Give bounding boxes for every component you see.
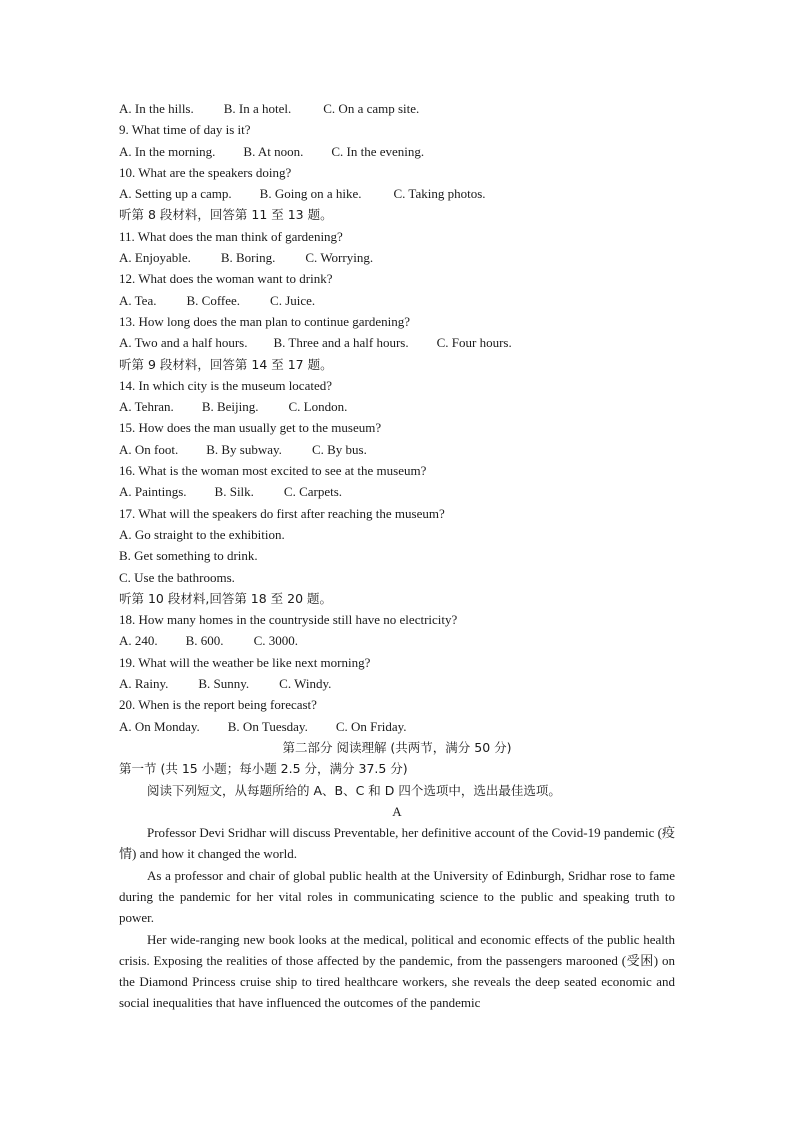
reading-instruction: 阅读下列短文，从每题所给的 A、B、C 和 D 四个选项中，选出最佳选项。 [147,782,561,798]
answer-option: B. Coffee. [186,292,241,308]
answer-options-row [119,98,675,119]
answer-option: A. On foot. [119,441,179,457]
answer-option: A. Tehran. [119,399,174,415]
answer-options-row [119,439,675,460]
answer-option: C. 3000. [253,633,298,649]
answer-options-row [119,247,675,268]
answer-option: A. Two and a half hours. [119,335,248,351]
answer-options-row [119,481,675,502]
answer-option: C. Juice. [270,292,316,308]
answer-option: B. On Tuesday. [227,718,308,734]
answer-option: B. Silk. [214,484,254,500]
question-line: 10. What are the speakers doing? [119,164,292,180]
answer-option: B. Going on a hike. [259,186,362,202]
answer-option: A. Tea. [119,292,157,308]
answer-options-row [119,290,675,311]
passage-paragraph: Her wide-ranging new book looks at the medical, political and economic effects of the public health crisis. Exposing the realities of those affected by the pandemic, from the passengers marooned (受困) on the Diamond Princess cruise ship to tired healthcare workers, she reveals the deep seated economic and social inequalities that have influenced the outcomes of the pandemic [119,931,675,1011]
question-line: B. Get something to drink. [119,548,258,564]
answer-option: A. 240. [119,633,158,649]
passage-letter: A [392,803,402,819]
question-line: 16. What is the woman most excited to see at the museum? [119,463,427,479]
answer-option: A. Rainy. [119,676,169,692]
question-line: 9. What time of day is it? [119,122,251,138]
question-line: 14. In which city is the museum located? [119,377,333,393]
answer-options-row [119,141,675,162]
part-two-title: 第二部分 阅读理解 (共两节，满分 50 分) [282,739,512,755]
answer-option: C. Windy. [279,676,332,692]
answer-option: C. Worrying. [305,250,374,266]
answer-option: A. Setting up a camp. [119,186,232,202]
answer-option: B. In a hotel. [223,101,292,116]
answer-option: B. Sunny. [198,676,250,692]
answer-option: B. By subway. [206,441,282,457]
answer-option: B. Beijing. [201,399,259,415]
answer-options-row [119,183,675,204]
answer-option: B. 600. [185,633,224,649]
answer-options-row [119,396,675,417]
listening-material-heading: 听第 10 段材料,回答第 18 至 20 题。 [119,590,333,606]
question-line: 19. What will the weather be like next morning? [119,654,371,670]
question-line: 17. What will the speakers do first after reaching the museum? [119,505,445,521]
question-line: 11. What does the man think of gardening? [119,228,343,244]
answer-option: A. Paintings. [119,484,187,500]
answer-option: C. Four hours. [436,335,512,351]
answer-option: A. In the morning. [119,143,216,159]
answer-option: B. Boring. [220,250,276,266]
section-one-heading: 第一节 (共 15 小题；每小题 2.5 分，满分 37.5 分) [119,761,408,777]
passage-paragraph: Professor Devi Sridhar will discuss Preventable, her definitive account of the Covid-19 pandemic (疫情) and how it changed the world. [119,825,675,862]
question-line: A. Go straight to the exhibition. [119,526,285,542]
answer-option: C. On a camp site. [323,101,420,116]
answer-option: C. Taking photos. [393,186,486,202]
listening-section [119,98,675,737]
answer-option: B. Three and a half hours. [273,335,409,351]
answer-option: C. London. [288,399,348,415]
answer-options-row [119,332,675,353]
answer-option: C. On Friday. [335,718,407,734]
listening-material-heading: 听第 9 段材料，回答第 14 至 17 题。 [119,356,333,372]
answer-option: B. At noon. [243,143,304,159]
answer-options-row [119,716,675,737]
answer-option: A. Enjoyable. [119,250,191,266]
question-line: C. Use the bathrooms. [119,569,235,585]
document-content [119,98,675,1014]
question-line: 12. What does the woman want to drink? [119,271,333,287]
question-line: 15. How does the man usually get to the museum? [119,420,382,436]
answer-options-row [119,673,675,694]
answer-option: C. Carpets. [283,484,343,500]
question-line: 13. How long does the man plan to continue gardening? [119,313,410,329]
question-line: 20. When is the report being forecast? [119,697,317,713]
question-line: 18. How many homes in the countryside still have no electricity? [119,612,458,628]
answer-options-row [119,630,675,651]
answer-option: A. On Monday. [119,718,200,734]
answer-option: C. In the evening. [331,143,425,159]
listening-material-heading: 听第 8 段材料，回答第 11 至 13 题。 [119,207,333,223]
answer-option: C. By bus. [311,441,367,457]
passage-paragraph: As a professor and chair of global public health at the University of Edinburgh, Sridhar rose to fame during the pandemic for her vital roles in communicating science to the public and speaking truth to power. [119,867,675,926]
answer-option: A. In the hills. [119,101,194,116]
